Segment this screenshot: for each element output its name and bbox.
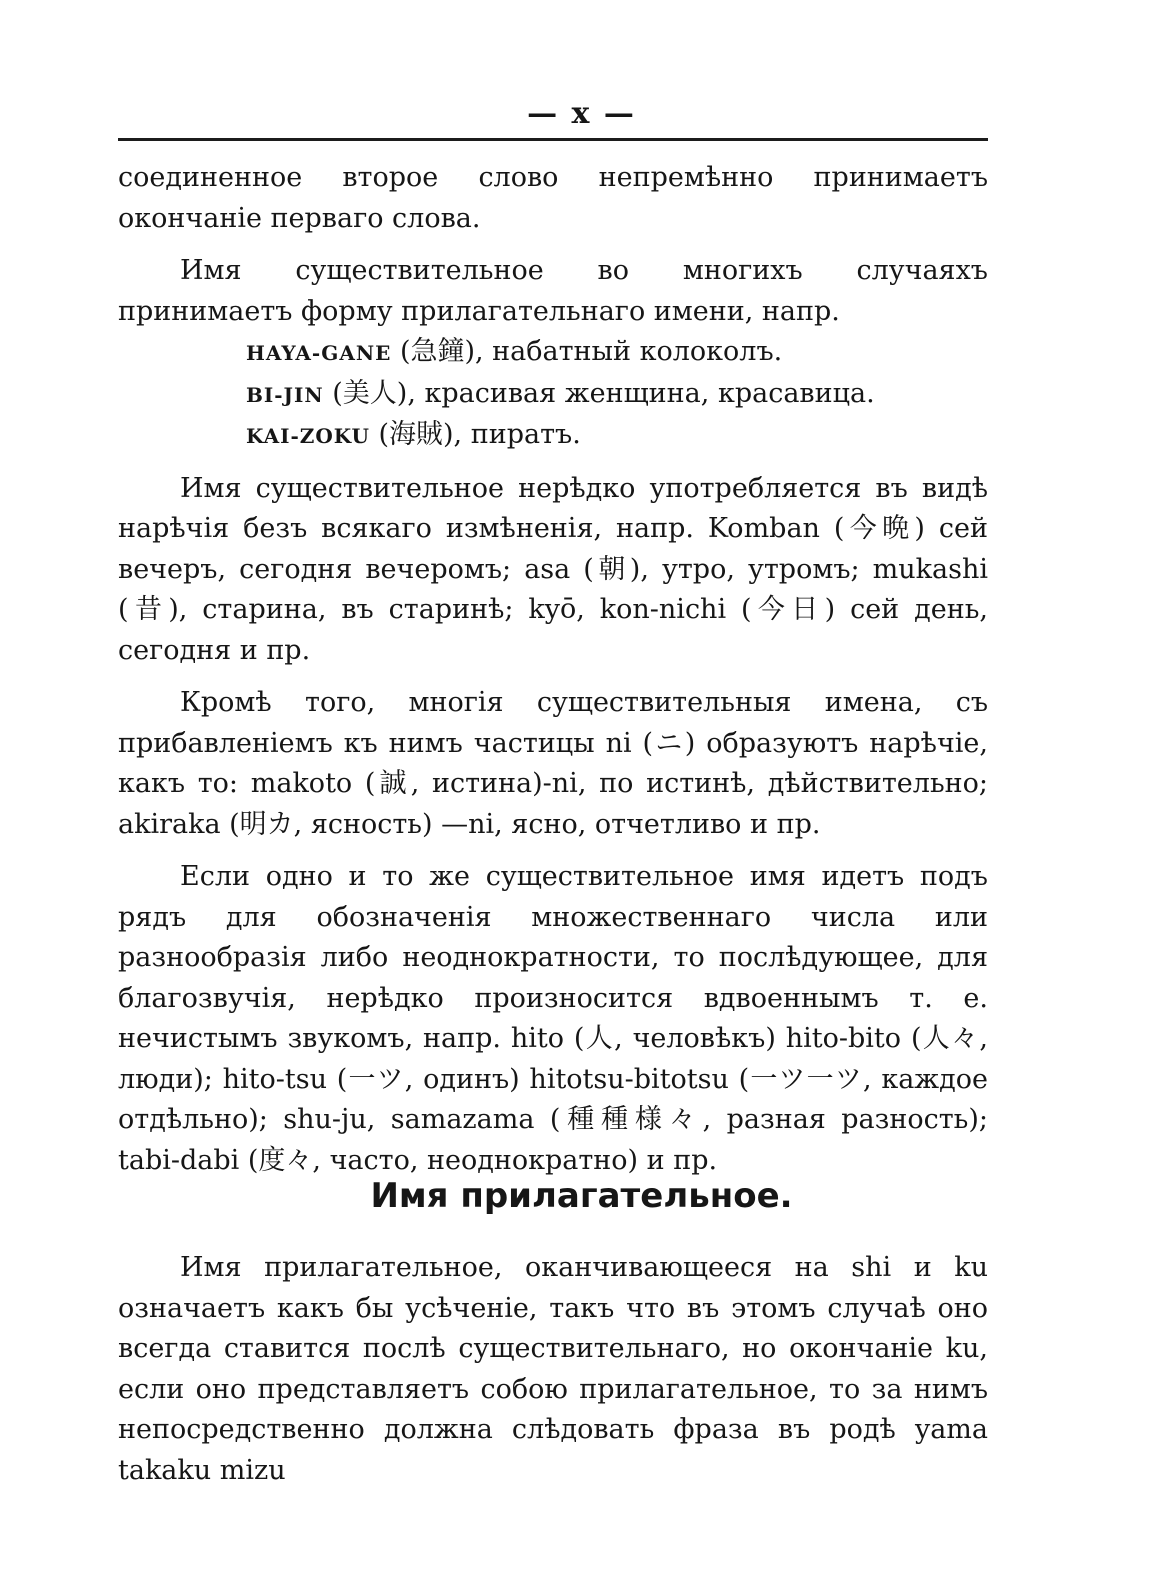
example-line [118, 332, 988, 374]
example-gloss: (急鐘), набатный колоколъ. [391, 336, 783, 367]
paragraph-particle-ni: Кромѣ того, многія существительныя имена, съ прибавленіемъ къ нимъ частицы ni (ニ) образуютъ нарѣчіе, какъ то: makoto (誠, истина)-ni, по истинѣ, дѣйствительно; akiraka (明カ, ясность) —ni, ясно, отчетливо и пр. [118, 687, 988, 840]
paragraph-noun-adjective-form: Имя существительное во многихъ случаяхъ принимаетъ форму прилагательнаго имени, напр. [118, 255, 988, 327]
body-text-lower [118, 1248, 988, 1491]
body-text-upper [118, 158, 988, 1181]
paragraph-adjective: Имя прилагательное, оканчивающееся на shi и ku означаетъ какъ бы усѣченіе, такъ что въ этомъ случаѣ оно всегда ставится послѣ существительнаго, но окончаніе ku, если оно представляетъ собою прилагательное, то за нимъ непосредственно должна слѣдовать фраза въ родѣ yama takaku mizu [118, 1252, 988, 1486]
example-gloss: (美人), красивая женщина, красавица. [323, 377, 875, 409]
section-heading: Имя прилагательное. [370, 1176, 793, 1216]
page-number: — x — [527, 96, 636, 131]
paragraph-adverb-use: Имя существительное нерѣдко употребляется въ видѣ нарѣчія безъ всякаго измѣненія, напр. Komban (今晩) сей вечеръ, сегодня вечеромъ; asa (朝), утро, утромъ; mukashi (昔), старина, въ старинѣ; kyō, kon-nichi (今日) сей день, сегодня и пр. [118, 472, 988, 666]
example-line [118, 374, 988, 416]
example-term: BI-JIN [246, 382, 324, 407]
example-gloss: (海賊), пиратъ. [369, 419, 581, 450]
header-rule [118, 138, 988, 141]
example-term: HAYA-GANE [246, 341, 392, 365]
example-term: KAI-ZOKU [246, 424, 370, 448]
example-line [118, 415, 988, 457]
paragraph-continuation: соединенное второе слово непремѣнно принимаетъ окончаніе перваго слова. [118, 162, 988, 234]
paragraph-reduplication: Если одно и то же существительное имя идетъ подъ рядъ для обозначенія множественнаго числа или разнообразія либо неоднократности, то послѣдующее, для благозвучія, нерѣдко произносится вдвоеннымъ т. е. нечистымъ звукомъ, напр. hito (人, человѣкъ) hito-bito (人々, люди); hito-tsu (一ツ, одинъ) hitotsu-bitotsu (一ツ一ツ, каждое отдѣльно); shu-ju, samazama (種種様々, разная разность); tabi-dabi (度々, часто, неоднократно) и пр. [118, 861, 988, 1176]
